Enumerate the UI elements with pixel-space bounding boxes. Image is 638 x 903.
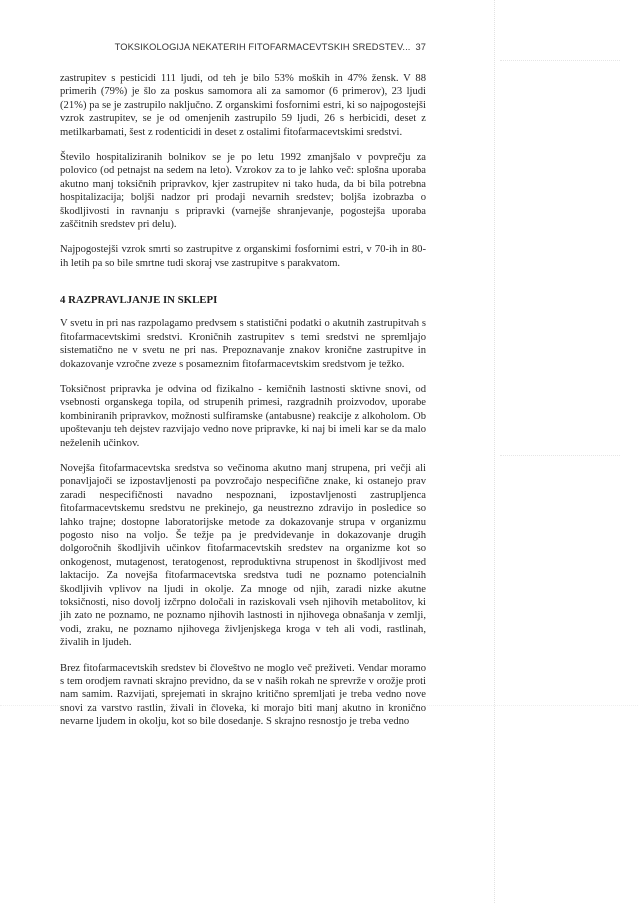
scan-line-artifact [500, 60, 620, 61]
running-header [60, 42, 426, 52]
page-number: 37 [415, 42, 426, 52]
body-paragraph: Novejša fitofarmacevtska sredstva so večinoma akutno manj strupena, pri večji ali ponavljajoči se izpostavljenosti pa povzročajo nespecifične znake, ki ostanejo prav zaradi nespecifičnosti navadno nespoznani, izpostavljenosti zastrupljenca fitofarmacevtskemu sredstvu ne prekinejo, ga neustrezno zdravijo in posledice so lahko trajne; dostopne laboratorijske metode za dokazovanje strupa v organizmu pogosto niso na voljo. Še težje pa je predvidevanje in dokazovanje drugih dolgoročnih škodljivih učinkov fitofarmacevtskih sredstev na organizme kot so onkogenost, mutagenost, teratogenost, reproduktivna strupenost in škodljivost med laktacijo. Za novejša fitofarmacevtska sredstva tudi ne poznamo potencialnih škodljivih vplivov na ljudi in okolje. Za mnoge od njih, zaradi nizke akutne toksičnosti, niso dovolj izčrpno določali in raziskovali vseh njihovih metabolitov, ki jih zato ne poznamo, ne poznamo njihovih lastnosti in njihovega obnašanja v zemlji, vodi, zraku, ne poznamo njihovega življenjskega kroga v teh ali vodi, rastlinah, živalih in ljudeh. [60, 462, 426, 649]
running-header-title: TOKSIKOLOGIJA NEKATERIH FITOFARMACEVTSKIH SREDSTEV... [114, 42, 411, 52]
page-body [60, 72, 426, 741]
body-paragraph: Najpogostejši vzrok smrti so zastrupitve z organskimi fosfornimi estri, v 70-ih in 80-ih letih pa so bile smrtne tudi skoraj vse zastrupitve s parakvatom. [60, 244, 426, 269]
body-paragraph: Število hospitaliziranih bolnikov se je po letu 1992 zmanjšalo v povprečju za polovico (od petnajst na sedem na leto). Vzrokov za to je lahko več: splošna uporaba akutno manj toksičnih pripravkov, kjer zastrupitev ni tako huda, da bi bila potrebna hospitalizacija; boljši nadzor pri prodaji nevarnih sredstev; boljša izobrazba o škodljivosti in ravnanju s pripravki (varnejše shranjevanje, pogostejša uporaba zaščitnih sredstev pri delu). [60, 152, 426, 231]
body-paragraph: V svetu in pri nas razpolagamo predvsem s statistični podatki o akutnih zastrupitvah s fitofarmacevtskimi sredstvi. Kroničnih zastrupitev s temi sredstvi ne spremljajo sistematično ne v svetu ne pri nas. Prepoznavanje znakov kronične zastrupitve in dokazovanje vzročne zveze s posameznim fitofarmacevtskim sredstvom je težko. [60, 318, 426, 370]
scan-line-artifact [500, 455, 620, 456]
section-heading: 4 RAZPRAVLJANJE IN SKLEPI [60, 294, 218, 307]
body-paragraph: zastrupitev s pesticidi 111 ljudi, od teh je bilo 53% moških in 47% žensk. V 88 primerih (79%) je šlo za poskus samomora ali za samomor (6 primerov), 23 ljudi (21%) pa se je zastrupilo naključno. Z organskimi fosfornimi estri, ki so najpogostejši vzrok zastrupitev, se je od omenjenih zastrupilo 59 ljudi, 26 s herbicidi, deset z metilkarbamati, šest z rodenticidi in deset z ostalimi fitofarmacevtskimi sredstvi. [60, 73, 426, 138]
body-paragraph: Toksičnost pripravka je odvina od fizikalno - kemičnih lastnosti sktivne snovi, od vsebnosti organskega topila, od strupenih primesi, razgradnih proizvodov, uporabe kombiniranih pripravkov, možnosti sulfiramske (antabusne) reakcije z alkoholom. Ob upoštevanju teh dejstev razvijajo vedno nove pripravke, ki naj bi imeli kar se da malo neželenih učinkov. [60, 383, 426, 449]
body-paragraph: Brez fitofarmacevtskih sredstev bi človeštvo ne moglo več preživeti. Vendar moramo s tem orodjem ravnati skrajno previdno, da se v naših rokah ne sprevrže v orožje proti nam samim. Razvijati, sprejemati in skrajno kritično spremljati je treba vedno nove snovi za varstvo rastlin, živali in človeka, ki morajo biti manj akutno in kronično nevarne ljudem in okolju, kot so bile dosedanje. S skrajno resnostjo je treba vedno [60, 662, 426, 728]
scan-margin-artifact [494, 0, 495, 903]
